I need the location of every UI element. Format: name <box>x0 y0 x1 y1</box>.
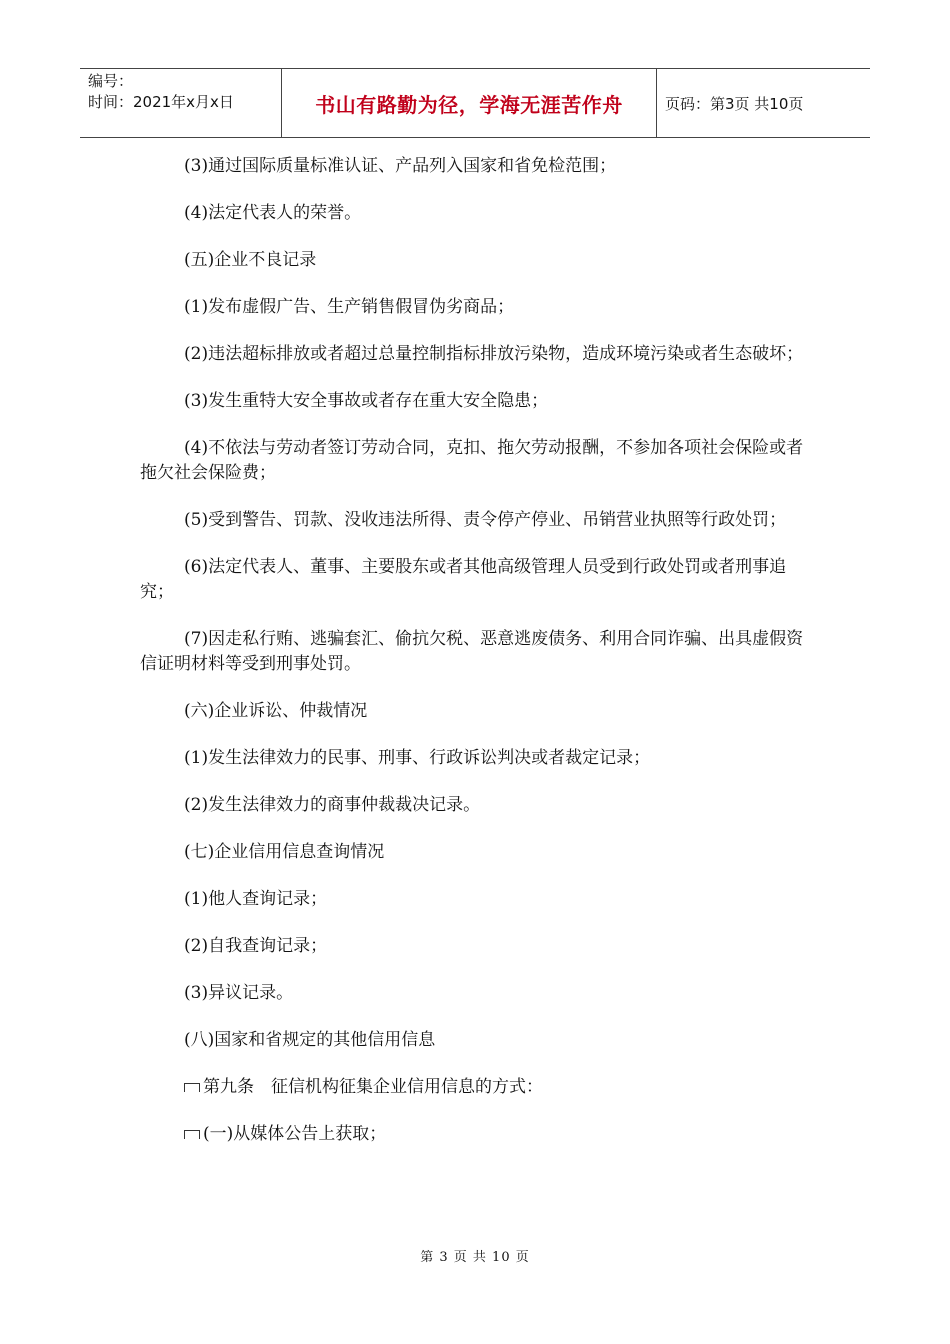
paragraph: (4)不依法与劳动者签订劳动合同，克扣、拖欠劳动报酬，不参加各项社会保险或者拖欠社会保险费； <box>140 438 804 483</box>
paragraph: (1)发生法律效力的民事、刑事、行政诉讼判决或者裁定记录； <box>184 748 651 768</box>
section-heading: (五)企业不良记录 <box>184 250 317 270</box>
paragraph-mark-icon <box>184 1083 200 1092</box>
paragraph: (3)异议记录。 <box>184 983 294 1003</box>
paragraph: (5)受到警告、罚款、没收违法所得、责令停产停业、吊销营业执照等行政处罚； <box>184 510 787 530</box>
paragraph <box>140 1122 812 1147</box>
page-footer: 第 3 页 共 10 页 <box>420 1250 530 1265</box>
paragraph: (2)自我查询记录； <box>184 936 328 956</box>
paragraph: (3)通过国际质量标准认证、产品列入国家和省免检范围； <box>184 156 617 176</box>
paragraph-mark-icon <box>184 1130 200 1139</box>
paragraph: (3)发生重特大安全事故或者存在重大安全隐患； <box>184 391 549 411</box>
header-meta-cell <box>80 69 282 137</box>
paragraph: (2)违法超标排放或者超过总量控制指标排放污染物，造成环境污染或者生态破坏； <box>184 344 804 364</box>
page-header <box>80 68 870 138</box>
doc-time-label: 时间：2021年x月x日 <box>88 93 234 111</box>
paragraph: (1)发布虚假广告、生产销售假冒伪劣商品； <box>184 297 515 317</box>
article-heading-text: 第九条 征信机构征集企业信用信息的方式： <box>203 1077 543 1097</box>
paragraph-text: (一)从媒体公告上获取； <box>203 1124 387 1144</box>
doc-code-label: 编号： <box>88 72 134 90</box>
section-heading: (七)企业信用信息查询情况 <box>184 842 385 862</box>
section-heading: (八)国家和省规定的其他信用信息 <box>184 1030 436 1050</box>
section-heading: (六)企业诉讼、仲裁情况 <box>184 701 368 721</box>
paragraph: (7)因走私行贿、逃骗套汇、偷抗欠税、恶意逃废债务、利用合同诈骗、出具虚假资信证明材料等受到刑事处罚。 <box>140 629 804 674</box>
paragraph: (2)发生法律效力的商事仲裁裁决记录。 <box>184 795 481 815</box>
paragraph: (1)他人查询记录； <box>184 889 328 909</box>
header-page-info: 页码：第3页 共10页 <box>665 94 804 113</box>
paragraph: (4)法定代表人的荣誉。 <box>184 203 362 223</box>
paragraph: (6)法定代表人、董事、主要股东或者其他高级管理人员受到行政处罚或者刑事追究； <box>140 557 787 602</box>
article-heading <box>140 1075 812 1100</box>
document-body <box>140 154 812 1147</box>
header-motto: 书山有路勤为径，学海无涯苦作舟 <box>282 69 657 137</box>
